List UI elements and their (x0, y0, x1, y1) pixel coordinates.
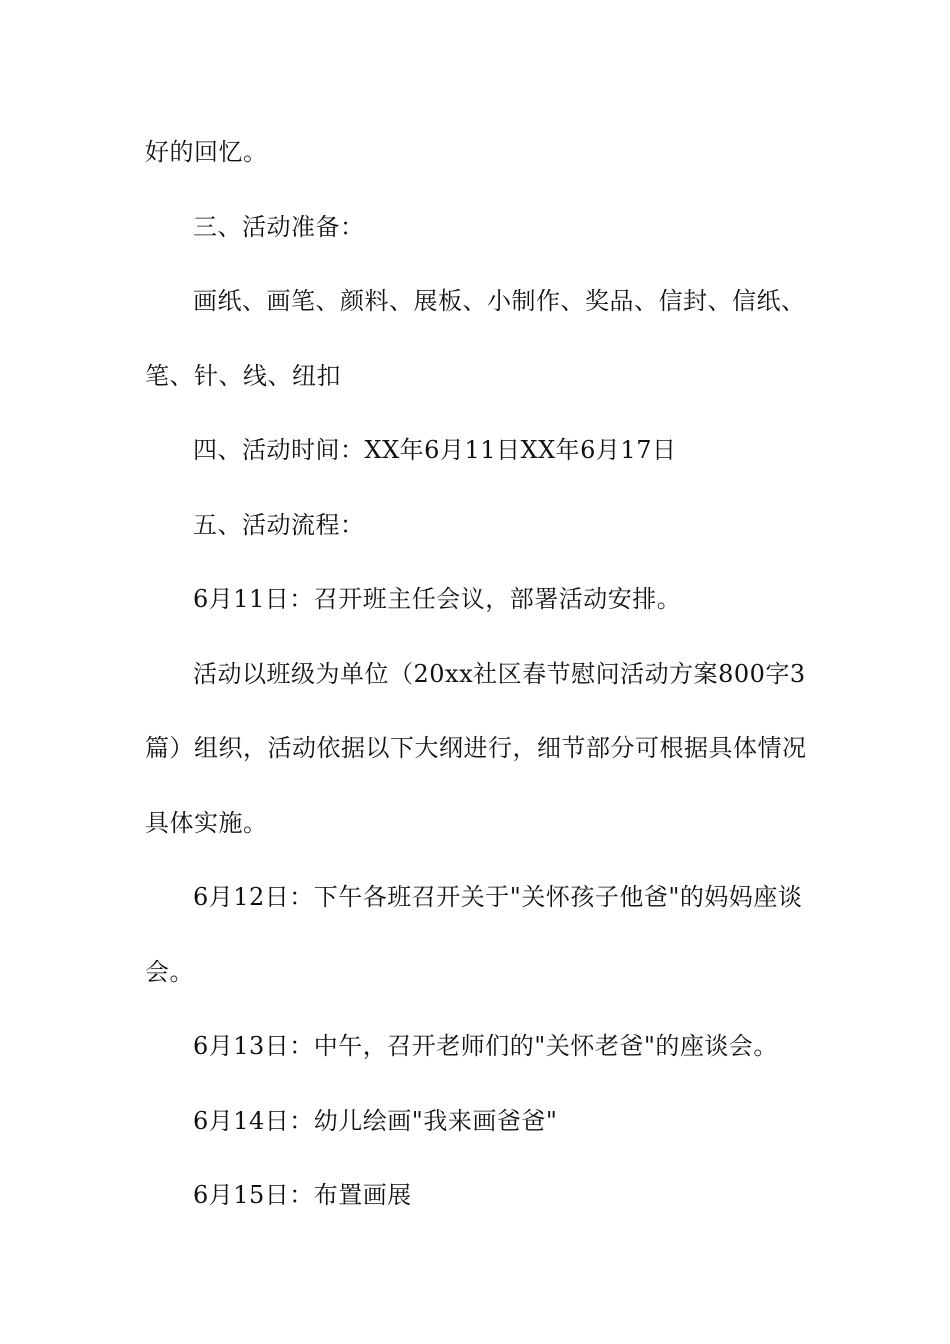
text-line-materials: 画纸、画笔、颜料、展板、小制作、奖品、信封、信纸、 (193, 287, 806, 315)
schedule-june-11: 6月11日：召开班主任会议，部署活动安排。 (193, 585, 682, 613)
schedule-june-13: 6月13日：中午，召开老师们的"关怀老爸"的座谈会。 (193, 1032, 778, 1060)
section-heading-process: 五、活动流程： (193, 511, 365, 539)
section-heading-time: 四、活动时间：XX年6月11日XX年6月17日 (193, 436, 677, 464)
schedule-june-14: 6月14日：幼儿绘画"我来画爸爸" (193, 1107, 558, 1135)
text-line-1: 好的回忆。 (145, 138, 268, 166)
section-heading-preparation: 三、活动准备： (193, 213, 365, 241)
schedule-june-12-cont: 会。 (145, 958, 194, 986)
paragraph-line-2: 篇）组织，活动依据以下大纲进行，细节部分可根据具体情况 (145, 734, 807, 762)
text-line-materials-cont: 笔、针、线、纽扣 (145, 362, 341, 390)
paragraph-line-3: 具体实施。 (145, 809, 268, 837)
paragraph-line-1: 活动以班级为单位（20xx社区春节慰问活动方案800字3 (193, 660, 806, 688)
schedule-june-15: 6月15日：布置画展 (193, 1181, 412, 1209)
schedule-june-12: 6月12日：下午各班召开关于"关怀孩子他爸"的妈妈座谈 (193, 883, 803, 911)
